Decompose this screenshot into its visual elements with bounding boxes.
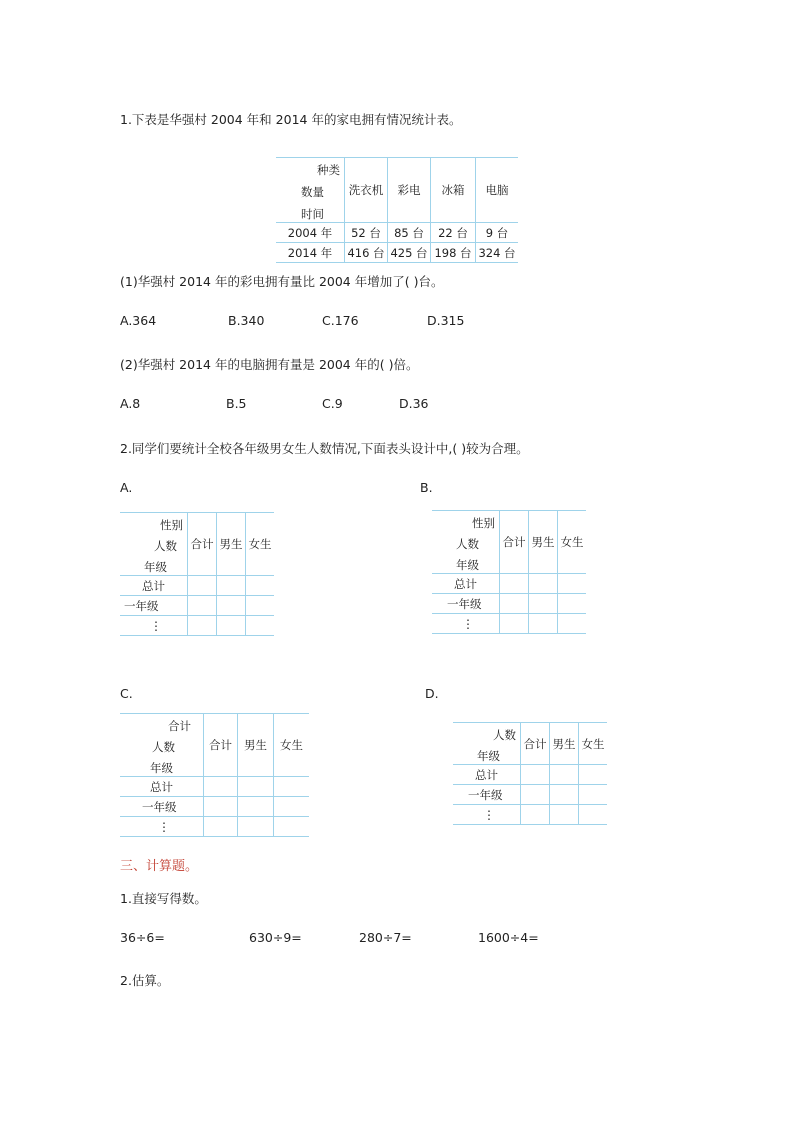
calc-item: 630÷9= xyxy=(249,930,302,945)
column-header: 女生 xyxy=(274,714,310,777)
table-row xyxy=(120,817,309,837)
table-cell: 324 台 xyxy=(476,243,519,263)
option-b-table xyxy=(432,510,586,634)
corner-label: 合计 xyxy=(168,719,191,733)
row-label: 一年级 xyxy=(120,596,188,616)
table-cell: 198 台 xyxy=(431,243,476,263)
option-a-table xyxy=(120,512,274,636)
question-2-title: 2.同学们要统计全校各年级男女生人数情况,下面表头设计中,( )较为合理。 xyxy=(120,441,529,456)
row-label: 一年级 xyxy=(432,594,500,614)
column-header: 合计 xyxy=(188,513,217,576)
corner-label: 年级 xyxy=(456,558,479,572)
corner-label-category: 种类 xyxy=(317,163,340,177)
table-cell xyxy=(238,797,274,817)
section-3-title: 三、计算题。 xyxy=(120,859,199,874)
table-corner-header xyxy=(120,714,204,777)
row-label: ⋮ xyxy=(432,614,500,634)
column-header: 男生 xyxy=(529,511,558,574)
column-header: 男生 xyxy=(238,714,274,777)
row-label: 2004 年 xyxy=(276,223,345,243)
column-header: 电脑 xyxy=(476,158,519,223)
table-cell xyxy=(204,777,238,797)
table-cell xyxy=(550,805,579,825)
option-a-label[interactable]: A. xyxy=(120,480,133,495)
table-cell xyxy=(188,596,217,616)
option-b[interactable]: B.340 xyxy=(228,313,265,328)
row-label: ⋮ xyxy=(120,817,204,837)
table-cell xyxy=(500,614,529,634)
option-d[interactable]: D.315 xyxy=(427,313,465,328)
table-cell: 22 台 xyxy=(431,223,476,243)
corner-label-quantity: 数量 xyxy=(301,185,324,199)
table-cell xyxy=(188,576,217,596)
table-row xyxy=(120,797,309,817)
question-1-title: 1.下表是华强村 2004 年和 2014 年的家电拥有情况统计表。 xyxy=(120,112,462,127)
table-cell xyxy=(500,574,529,594)
row-label: 总计 xyxy=(432,574,500,594)
table-cell: 416 台 xyxy=(345,243,388,263)
column-header: 彩电 xyxy=(388,158,431,223)
table-cell xyxy=(579,785,608,805)
row-label: 总计 xyxy=(120,777,204,797)
option-a[interactable]: A.8 xyxy=(120,396,141,411)
table-row xyxy=(432,594,586,614)
table-row xyxy=(453,765,607,785)
table-corner-header xyxy=(453,723,521,765)
table-cell xyxy=(274,817,310,837)
table-cell xyxy=(217,576,246,596)
table-cell xyxy=(238,777,274,797)
table-cell xyxy=(521,805,550,825)
row-label: 总计 xyxy=(453,765,521,785)
corner-label: 人数 xyxy=(493,728,516,742)
option-b[interactable]: B.5 xyxy=(226,396,247,411)
table-cell xyxy=(246,576,275,596)
table-corner-header xyxy=(120,513,188,576)
row-label: 一年级 xyxy=(453,785,521,805)
option-c-table xyxy=(120,713,309,837)
table-row xyxy=(120,596,274,616)
column-header: 女生 xyxy=(558,511,587,574)
column-header: 男生 xyxy=(550,723,579,765)
table-row xyxy=(120,616,274,636)
corner-label: 人数 xyxy=(154,539,177,553)
table-cell: 85 台 xyxy=(388,223,431,243)
table-cell xyxy=(204,817,238,837)
column-header: 洗衣机 xyxy=(345,158,388,223)
table-cell xyxy=(521,785,550,805)
table-cell xyxy=(274,777,310,797)
row-label: 一年级 xyxy=(120,797,204,817)
question-1-1-text: (1)华强村 2014 年的彩电拥有量比 2004 年增加了( )台。 xyxy=(120,274,444,289)
option-b-label[interactable]: B. xyxy=(420,480,433,495)
table-row xyxy=(432,614,586,634)
table-cell xyxy=(550,765,579,785)
column-header: 女生 xyxy=(579,723,608,765)
appliance-stats-table xyxy=(276,157,518,263)
table-row xyxy=(453,805,607,825)
table-cell: 425 台 xyxy=(388,243,431,263)
table-row xyxy=(276,243,518,263)
table-cell xyxy=(550,785,579,805)
table-cell xyxy=(529,594,558,614)
table-cell xyxy=(217,596,246,616)
table-row xyxy=(120,576,274,596)
corner-label: 性别 xyxy=(160,518,183,532)
table-row xyxy=(453,785,607,805)
table-cell: 52 台 xyxy=(345,223,388,243)
corner-label: 年级 xyxy=(477,749,500,763)
calc-item: 280÷7= xyxy=(359,930,412,945)
row-label: ⋮ xyxy=(120,616,188,636)
table-cell xyxy=(238,817,274,837)
corner-label: 人数 xyxy=(152,740,175,754)
row-label: 总计 xyxy=(120,576,188,596)
column-header: 合计 xyxy=(204,714,238,777)
table-cell xyxy=(529,614,558,634)
table-corner-header xyxy=(432,511,500,574)
corner-label-time: 时间 xyxy=(301,207,324,221)
table-cell xyxy=(246,596,275,616)
column-header: 男生 xyxy=(217,513,246,576)
row-label: 2014 年 xyxy=(276,243,345,263)
table-cell xyxy=(558,574,587,594)
table-cell xyxy=(217,616,246,636)
option-c[interactable]: C.176 xyxy=(322,313,359,328)
table-cell xyxy=(558,594,587,614)
corner-label: 年级 xyxy=(144,560,167,574)
corner-label: 年级 xyxy=(150,761,173,775)
table-cell xyxy=(521,765,550,785)
column-header: 合计 xyxy=(500,511,529,574)
row-label: ⋮ xyxy=(453,805,521,825)
table-row xyxy=(432,574,586,594)
calc-question-2-title: 2.估算。 xyxy=(120,973,170,988)
question-1-2-text: (2)华强村 2014 年的电脑拥有量是 2004 年的( )倍。 xyxy=(120,357,419,372)
table-cell xyxy=(558,614,587,634)
column-header: 合计 xyxy=(521,723,550,765)
calc-question-1-title: 1.直接写得数。 xyxy=(120,891,207,906)
option-d[interactable]: D.36 xyxy=(399,396,429,411)
column-header: 冰箱 xyxy=(431,158,476,223)
corner-label: 人数 xyxy=(456,537,479,551)
option-d-label[interactable]: D. xyxy=(425,686,439,701)
table-cell xyxy=(579,765,608,785)
option-c[interactable]: C.9 xyxy=(322,396,343,411)
calc-item: 1600÷4= xyxy=(478,930,539,945)
table-corner-header xyxy=(276,158,345,223)
table-cell xyxy=(204,797,238,817)
table-cell: 9 台 xyxy=(476,223,519,243)
table-row xyxy=(120,777,309,797)
table-cell xyxy=(246,616,275,636)
table-cell xyxy=(188,616,217,636)
option-a[interactable]: A.364 xyxy=(120,313,157,328)
table-row xyxy=(276,223,518,243)
column-header: 女生 xyxy=(246,513,275,576)
option-d-table xyxy=(453,722,607,825)
option-c-label[interactable]: C. xyxy=(120,686,133,701)
table-cell xyxy=(274,797,310,817)
table-cell xyxy=(579,805,608,825)
table-cell xyxy=(500,594,529,614)
table-cell xyxy=(529,574,558,594)
calc-item: 36÷6= xyxy=(120,930,165,945)
corner-label: 性别 xyxy=(472,516,495,530)
